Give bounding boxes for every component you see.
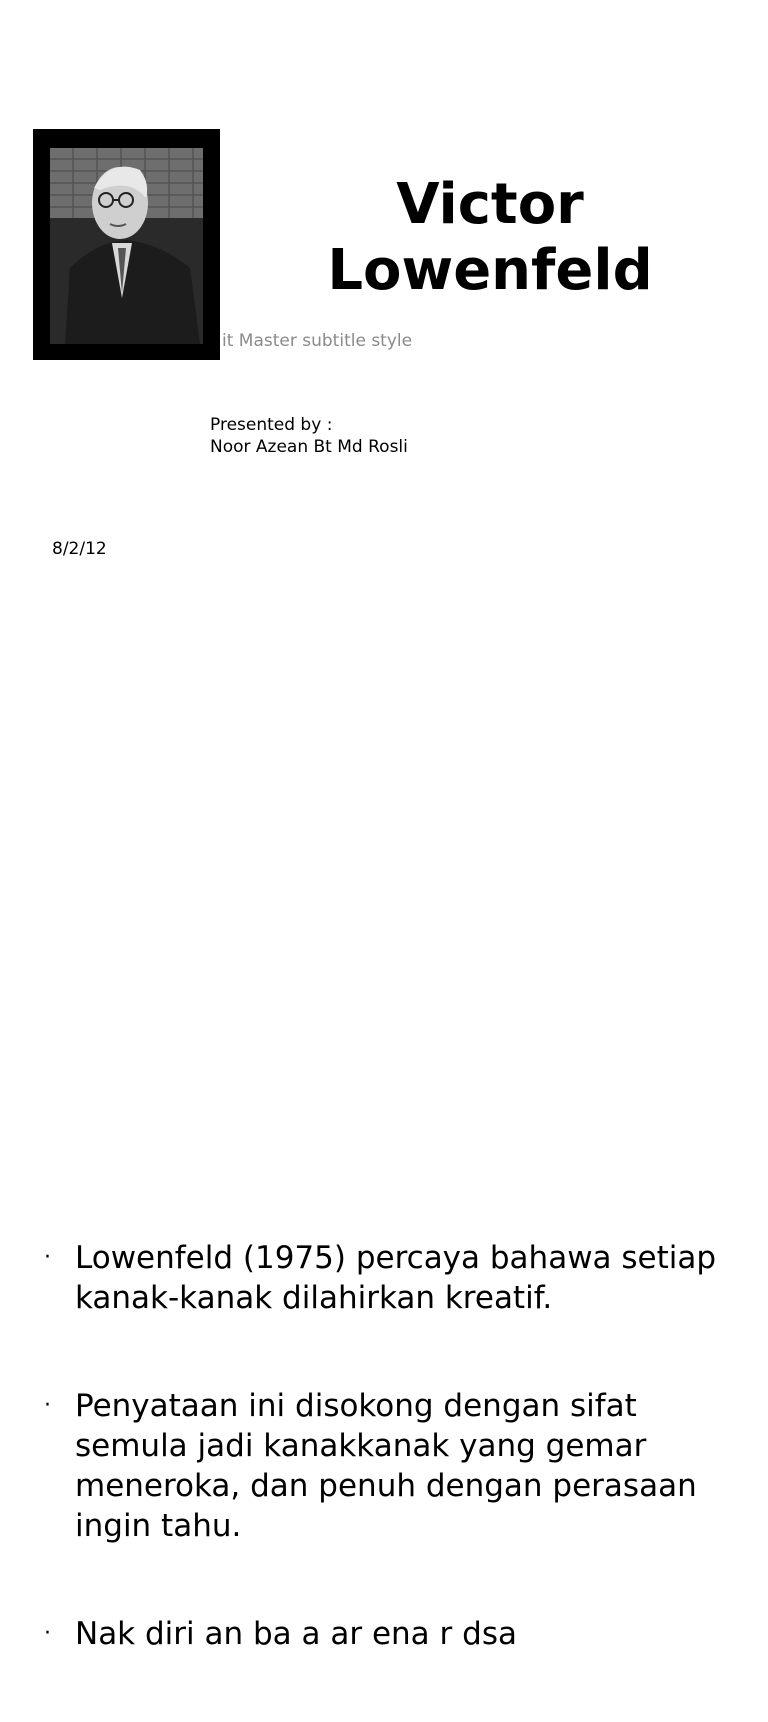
slide-title — [290, 172, 690, 304]
bullet-item — [44, 1614, 744, 1654]
bullet-list — [44, 1238, 744, 1722]
content-slide — [0, 600, 768, 1652]
presenter-label: Presented by : — [210, 415, 333, 435]
presenter-name: Noor Azean Bt Md Rosli — [210, 437, 408, 457]
bullet-text: Lowenfeld (1975) percaya bahawa setiap kanak-kanak dilahirkan kreatif. — [75, 1240, 717, 1316]
bullet-text: Nak diri an ba a ar ena r dsa — [75, 1616, 517, 1652]
slide-date: 8/2/12 — [52, 539, 107, 559]
bullet-dot: · — [44, 1245, 51, 1270]
bullet-dot: · — [44, 1621, 51, 1646]
title-slide — [0, 0, 768, 600]
bullet-dot: · — [44, 1393, 51, 1418]
title-line-2: Lowenfeld — [327, 238, 653, 303]
presenter-block — [210, 414, 408, 458]
title-line-1: Victor — [396, 172, 584, 237]
bullet-item — [44, 1386, 744, 1546]
bullet-item — [44, 1238, 744, 1318]
bullet-text: Penyataan ini disokong dengan sifat semula jadi kanakkanak yang gemar meneroka, dan penuh dengan perasaan ingin tahu. — [75, 1388, 697, 1544]
portrait-photo-frame — [33, 129, 220, 360]
portrait-photo — [50, 148, 203, 344]
subtitle-placeholder: it Master subtitle style — [222, 331, 413, 351]
